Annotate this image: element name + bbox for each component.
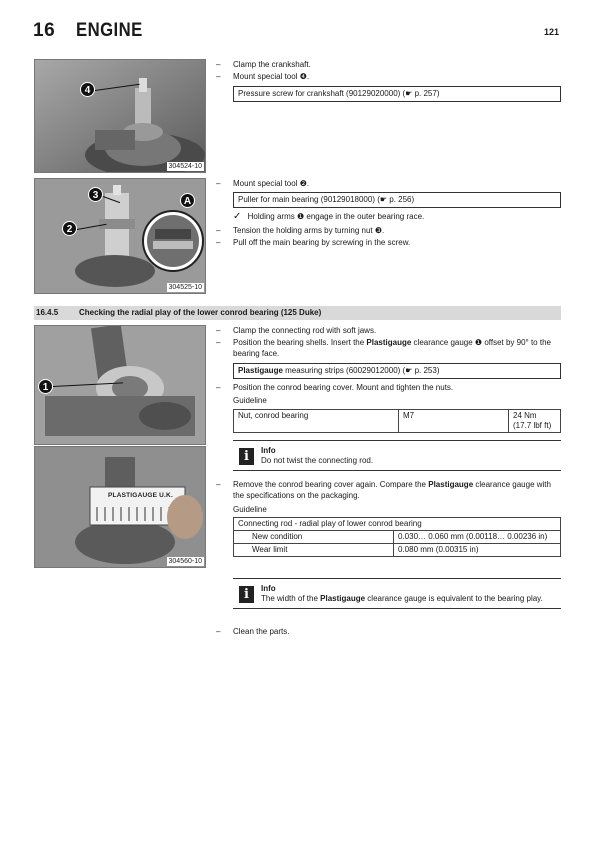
- guideline-label: Guideline: [233, 505, 267, 514]
- chapter-number: 16: [33, 20, 56, 41]
- step-position-shells: [216, 338, 561, 359]
- table-title-cell: Connecting rod - radial play of lower conrod bearing: [234, 518, 561, 531]
- info-text: Do not twist the connecting rod.: [261, 456, 374, 465]
- info-box: [233, 578, 561, 609]
- photo-code: 304525-10: [168, 284, 202, 291]
- info-icon: i: [239, 448, 254, 465]
- step-dash: –: [216, 326, 221, 335]
- torque-table: [233, 409, 561, 433]
- table-row: [234, 518, 561, 531]
- step-text: Clamp the crankshaft.: [233, 60, 311, 69]
- tool-box-pressure-screw: Pressure screw for crankshaft (90129020000) (☛ p. 257): [233, 86, 561, 102]
- info-icon: i: [239, 586, 254, 603]
- photo-gauge-illustration: [35, 447, 206, 568]
- step-text: Position the bearing shells. Insert the Plastigauge clearance gauge ❶ offset by 90° to the bearing face.: [233, 338, 551, 358]
- step-text: Clean the parts.: [233, 627, 290, 636]
- step-clean-parts: [216, 627, 561, 638]
- step-dash: –: [216, 238, 221, 247]
- page-number: 121: [543, 27, 559, 37]
- step-text: Tension the holding arms by turning nut ❸.: [233, 226, 385, 235]
- section-number: 16.4.5: [36, 308, 59, 317]
- section-title: Checking the radial play of the lower conrod bearing (125 Duke): [79, 308, 322, 317]
- info-text: The width of the Plastigauge clearance gauge is equivalent to the bearing play.: [261, 594, 543, 603]
- gauge-label: PLASTIGAUGE U.K.: [108, 492, 173, 499]
- check-text: Holding arms ❶ engage in the outer bearing race.: [247, 212, 425, 221]
- step-dash: –: [216, 480, 221, 489]
- table-cell: Wear limit: [234, 544, 394, 557]
- table-cell: M7: [399, 410, 509, 433]
- step-dash: –: [216, 383, 221, 392]
- tool-box-plastigauge: Plastigauge measuring strips (60029012000) (☛ p. 253): [233, 363, 561, 379]
- callout-A: A: [180, 193, 195, 208]
- table-cell: Nut, conrod bearing: [234, 410, 399, 433]
- photo-puller-main-bearing: [34, 178, 206, 294]
- step-dash: –: [216, 179, 221, 188]
- photo-code: 304524-10: [168, 163, 202, 170]
- step-position-cover: [216, 383, 561, 394]
- tool-box-puller: Puller for main bearing (90129018000) (☛ p. 256): [233, 192, 561, 208]
- step-text: Mount special tool ❷.: [233, 179, 310, 188]
- info-heading: Info: [261, 584, 276, 593]
- info-box: [233, 440, 561, 471]
- photo-crankshaft-pressure-screw: [34, 59, 206, 173]
- photo-plastigauge-comparison: [34, 446, 206, 568]
- radial-play-table: [233, 517, 561, 557]
- step-dash: –: [216, 60, 221, 69]
- table-row: [234, 410, 561, 433]
- step-remove-cover: [216, 480, 561, 501]
- table-cell: 0.030… 0.060 mm (0.00118… 0.00236 in): [394, 531, 561, 544]
- step-dash: –: [216, 627, 221, 636]
- callout-2: 2: [62, 221, 77, 236]
- step-text: Mount special tool ❹.: [233, 72, 310, 81]
- step-mount-tool-2: [216, 179, 561, 190]
- photo-conrod-plastigauge: [34, 325, 206, 445]
- photo-crankshaft-illustration: [35, 60, 206, 173]
- step-text: Pull off the main bearing by screwing in the screw.: [233, 238, 411, 247]
- step-clamp-conrod: [216, 326, 561, 337]
- step-tension-arms: [216, 226, 561, 237]
- section-heading: [34, 306, 561, 320]
- guideline-label: Guideline: [233, 396, 267, 405]
- step-dash: –: [216, 338, 221, 347]
- chapter-title: ENGINE: [76, 20, 143, 41]
- step-dash: –: [216, 226, 221, 235]
- step-clamp-crankshaft: [216, 60, 561, 71]
- info-heading: Info: [261, 446, 276, 455]
- table-cell: New condition: [234, 531, 394, 544]
- photo-code: 304560-10: [168, 558, 202, 565]
- table-cell: 0.080 mm (0.00315 in): [394, 544, 561, 557]
- table-row: [234, 531, 561, 544]
- step-text: Remove the conrod bearing cover again. Compare the Plastigauge clearance gauge with the specifications on the packaging.: [233, 480, 551, 500]
- table-row: [234, 544, 561, 557]
- step-text: Clamp the connecting rod with soft jaws.: [233, 326, 377, 335]
- callout-1: 1: [38, 379, 53, 394]
- table-cell: 24 Nm (17.7 lbf ft): [509, 410, 561, 433]
- check-mark-icon: ✓: [233, 211, 242, 222]
- callout-4: 4: [80, 82, 95, 97]
- step-pull-bearing: [216, 238, 561, 249]
- check-line: [233, 212, 424, 222]
- step-mount-tool-4: [216, 72, 561, 83]
- step-text: Position the conrod bearing cover. Mount and tighten the nuts.: [233, 383, 454, 392]
- callout-3: 3: [88, 187, 103, 202]
- step-dash: –: [216, 72, 221, 81]
